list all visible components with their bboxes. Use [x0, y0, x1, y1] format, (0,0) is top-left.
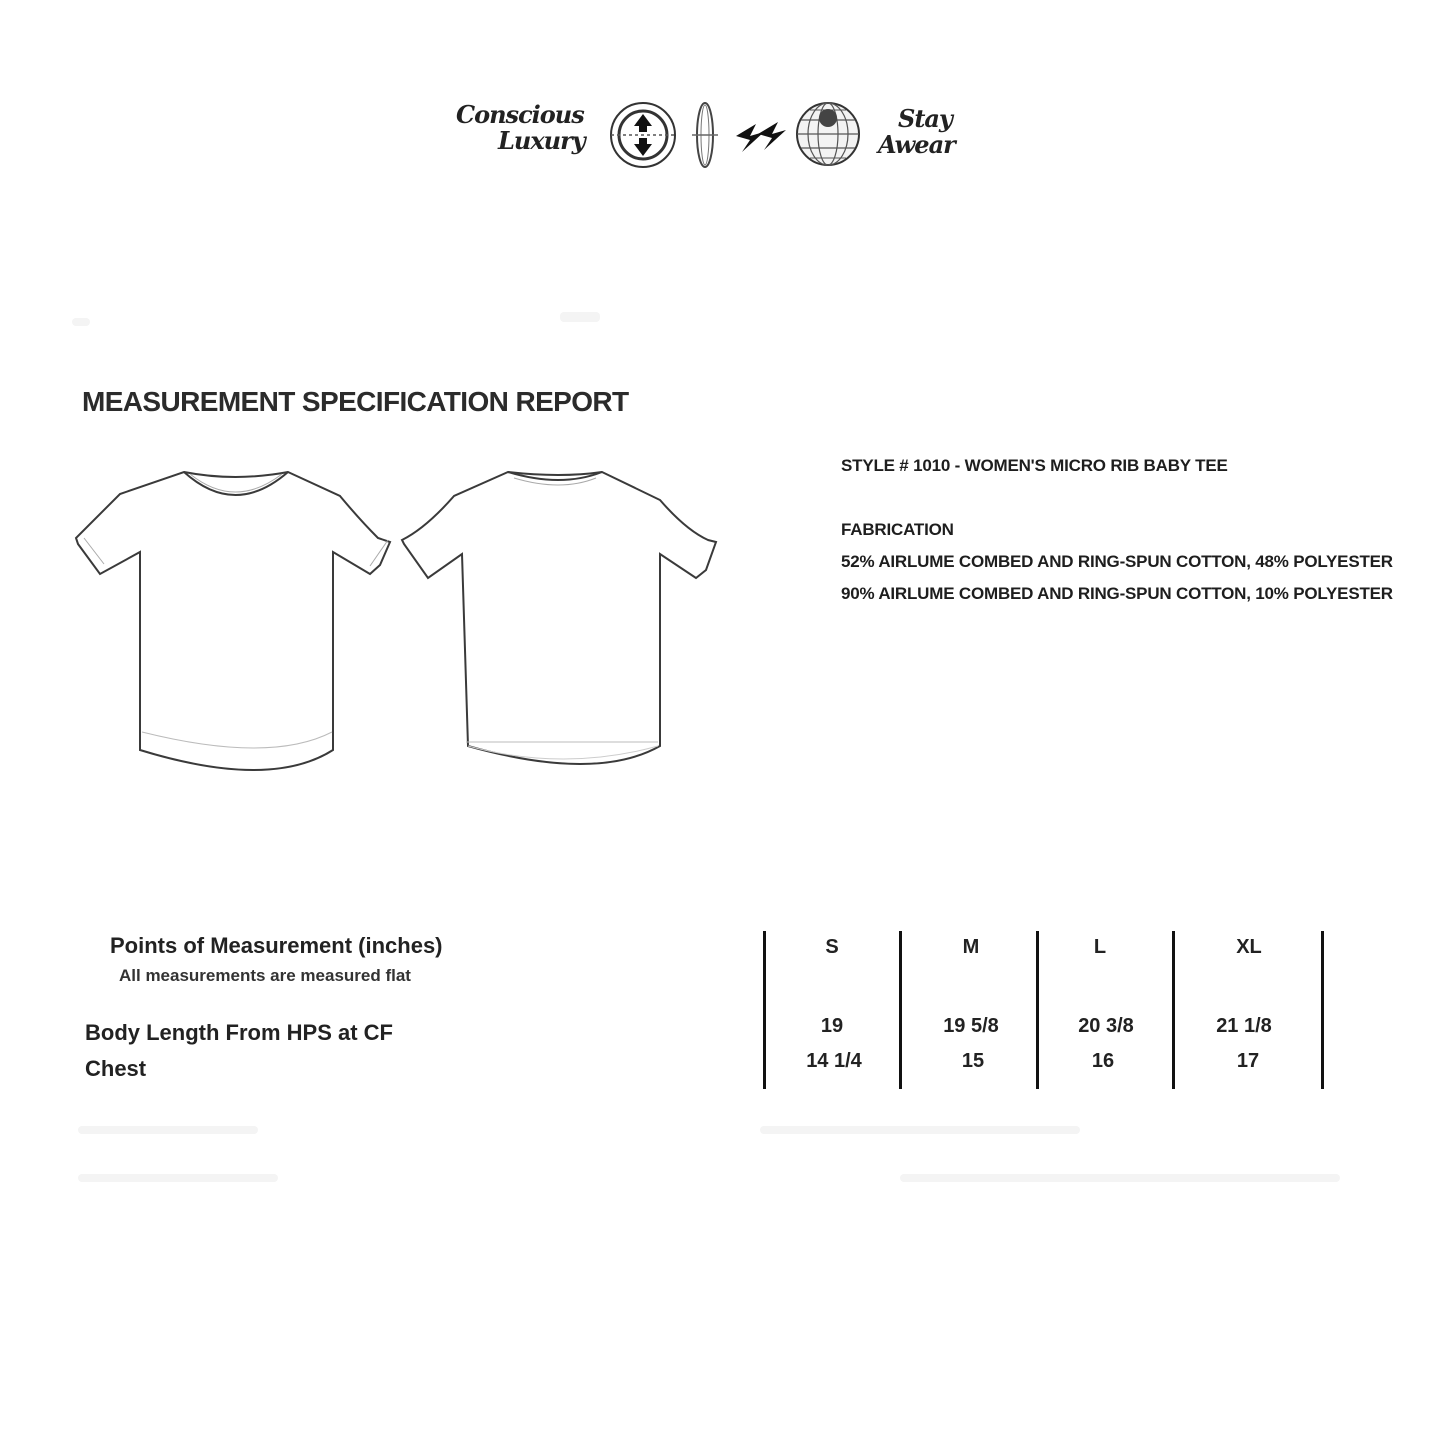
logo-text-line: Conscious [456, 100, 584, 129]
conscious-luxury-logo [456, 102, 585, 154]
row-label-chest: Chest [85, 1056, 147, 1081]
logo-text-line: Awear [878, 130, 955, 159]
faint-mark [72, 318, 90, 326]
column-divider [763, 931, 766, 1089]
size-header-m: M [962, 936, 980, 958]
column-divider [1036, 931, 1039, 1089]
brand-logo-bar [450, 92, 995, 177]
faint-mark [78, 1174, 278, 1182]
logo-text-line: Stay [898, 104, 952, 133]
report-title: MEASUREMENT SPECIFICATION REPORT [82, 386, 629, 417]
faint-mark [560, 312, 600, 322]
up-down-arrows-circle-icon [608, 100, 678, 170]
globe-icon [794, 100, 862, 168]
table-cell: 15 [961, 1050, 985, 1072]
tee-front-sketch [70, 460, 400, 800]
spec-block [841, 456, 1393, 604]
lightning-icon [732, 110, 790, 162]
fabrication-line: 52% AIRLUME COMBED AND RING-SPUN COTTON, 48% POLYESTER [841, 552, 1393, 571]
faint-mark [760, 1126, 1080, 1134]
style-line: STYLE # 1010 - WOMEN'S MICRO RIB BABY TEE [841, 456, 1228, 475]
table-cell: 19 5/8 [943, 1015, 999, 1037]
table-cell: 14 1/4 [806, 1050, 862, 1072]
table-cell: 21 1/8 [1216, 1015, 1272, 1037]
tee-back-sketch [396, 460, 726, 800]
faint-mark [900, 1174, 1340, 1182]
pom-heading: Points of Measurement (inches) [110, 933, 443, 958]
column-divider [899, 931, 902, 1089]
fabrication-heading: FABRICATION [841, 520, 954, 539]
ring-icon [690, 100, 720, 170]
size-header-l: L [1093, 936, 1107, 958]
fabrication-line: 90% AIRLUME COMBED AND RING-SPUN COTTON, 10% POLYESTER [841, 584, 1393, 603]
table-cell: 17 [1236, 1050, 1260, 1072]
size-header-s: S [825, 936, 839, 958]
faint-mark [78, 1126, 258, 1134]
table-cell: 16 [1091, 1050, 1115, 1072]
stay-awear-logo [878, 106, 955, 158]
column-divider [1321, 931, 1324, 1089]
pom-subheading: All measurements are measured flat [119, 966, 411, 985]
row-label-body-length: Body Length From HPS at CF [85, 1020, 393, 1045]
table-cell: 19 [820, 1015, 844, 1037]
size-header-xl: XL [1236, 936, 1262, 958]
logo-text-line: Luxury [498, 126, 585, 155]
table-cell: 20 3/8 [1078, 1015, 1134, 1037]
column-divider [1172, 931, 1175, 1089]
